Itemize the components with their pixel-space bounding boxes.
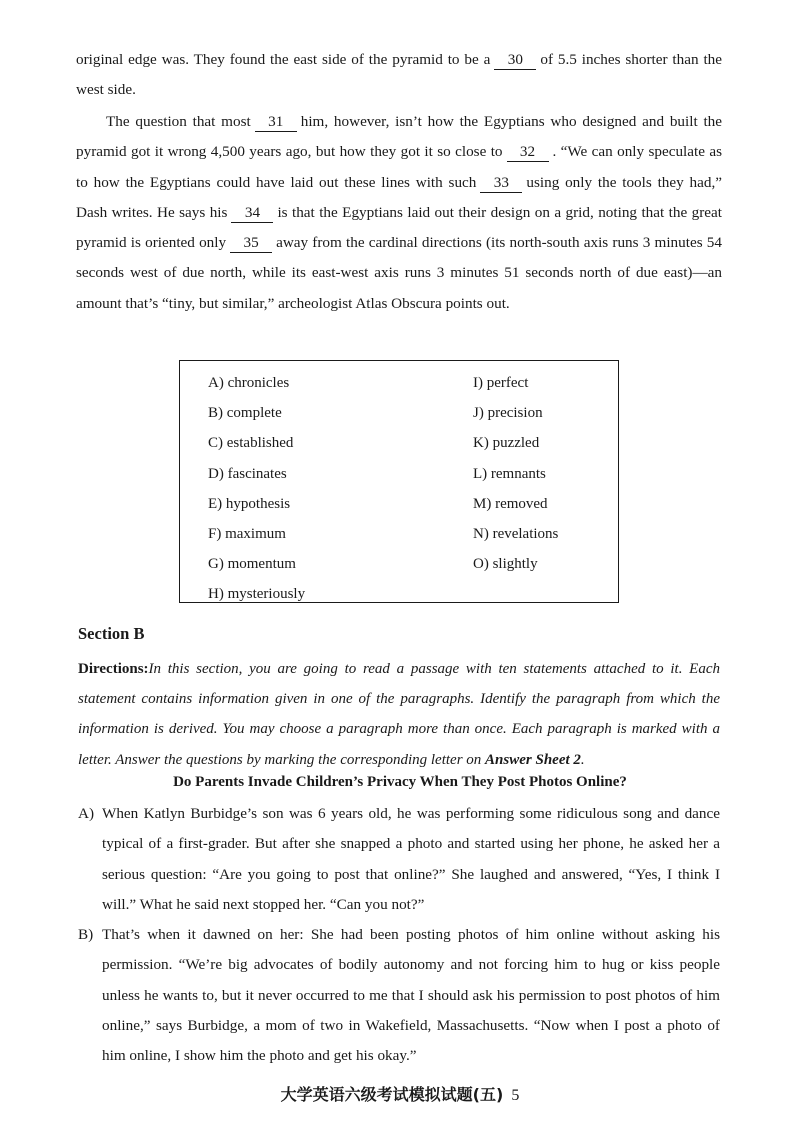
paragraph-question <box>76 107 722 319</box>
p2-text-f: away from the cardinal directions (its north-south axis runs 3 minutes 54 seconds west of due north, while its east-west axis runs 3 minutes 51 seconds north of due east)—an amount that’s “tiny, but similar,” archeologist Atlas Obscura points out. <box>76 234 722 312</box>
word-option: H) mysteriously <box>208 586 306 603</box>
word-option: O) slightly <box>473 556 538 573</box>
word-option: L) remnants <box>473 465 546 482</box>
paragraph-letter: A) <box>78 805 95 822</box>
blank-33: 33 <box>480 174 522 193</box>
passage-paragraph-b <box>78 920 720 1071</box>
blank-30: 30 <box>494 51 536 70</box>
word-bank-left-column <box>208 368 305 610</box>
word-option: M) removed <box>473 495 548 512</box>
passage-paragraph-a <box>78 799 720 920</box>
p2-text-a: The question that most <box>106 113 251 130</box>
word-option: E) hypothesis <box>208 495 291 512</box>
word-option: F) maximum <box>208 526 286 543</box>
p2-text-d: using only the tools they had,” Dash writes. He says his <box>76 173 722 221</box>
word-option: I) perfect <box>473 375 529 391</box>
word-option: G) momentum <box>208 556 296 573</box>
p1-text-a: original edge was. They found the east side of the pyramid to be a <box>76 51 491 68</box>
p2-text-b: him, however, isn’t how the Egyptians who designed and built the pyramid got it wrong 4,500 years ago, but how they got it so close to <box>76 113 722 161</box>
section-heading: Section B <box>78 624 145 643</box>
paragraph-continuation <box>76 45 722 106</box>
word-option: N) revelations <box>473 526 559 543</box>
word-option: C) established <box>208 435 294 452</box>
answer-sheet-ref: Answer Sheet 2 <box>485 751 581 768</box>
blank-31: 31 <box>255 113 297 132</box>
word-bank <box>179 360 619 603</box>
paragraph-text: That’s when it dawned on her: She had been posting photos of him online without asking his permission. “We’re big advocates of bodily autonomy and not forcing him to hug or kiss people unless he wants to, but it never occurred to me that I should ask his permission to post photos of him online,” says Burbidge, a mom of two in Wakefield, Massachusetts. “Now when I post a photo of him online, I show him the photo and get his okay.” <box>102 926 720 1065</box>
word-option: J) precision <box>473 405 543 422</box>
p2-text-c: . “We can only speculate as to how the Egyptians could have laid out these lines with such <box>76 143 723 191</box>
p2-text-e: is that the Egyptians laid out their design on a grid, noting that the great pyramid is oriented only <box>76 203 722 252</box>
paragraph-text: When Katlyn Burbidge’s son was 6 years old, he was performing some ridiculous song and dance typical of a first-grader. But after she snapped a photo and started using her phone, he asked her a serious question: “Are you going to post that online?” She laughed and answered, “Yes, I think I will.” What he said next stopped her. “Can you not?” <box>102 805 720 913</box>
blank-32: 32 <box>507 143 549 162</box>
word-option: K) puzzled <box>473 435 540 452</box>
blank-34: 34 <box>231 204 273 223</box>
footer-title: 大学英语六级考试模拟试题(五) <box>280 1085 504 1104</box>
page-number: 5 <box>511 1087 520 1104</box>
blank-35: 35 <box>230 234 272 253</box>
page-footer <box>0 1082 800 1105</box>
word-option: B) complete <box>208 405 282 422</box>
word-option: D) fascinates <box>208 465 287 482</box>
directions-end: . <box>580 751 585 768</box>
directions-label: Directions: <box>78 661 149 677</box>
directions <box>78 654 720 775</box>
word-bank-right-column <box>473 368 558 579</box>
passage-title: Do Parents Invade Children’s Privacy When They Post Photos Online? <box>173 774 627 790</box>
paragraph-letter: B) <box>78 926 94 943</box>
directions-text: In this section, you are going to read a passage with ten statements attached to it. Each statement contains information given in one of the paragraphs. Identify the paragraph from which the information is derived. You may choose a paragraph more than once. Each paragraph is marked with a letter. Answer the questions by marking the corresponding letter on <box>78 661 720 768</box>
p1-text-b: of 5.5 inches shorter than the west side. <box>76 51 723 99</box>
word-option: A) chronicles <box>208 375 290 391</box>
